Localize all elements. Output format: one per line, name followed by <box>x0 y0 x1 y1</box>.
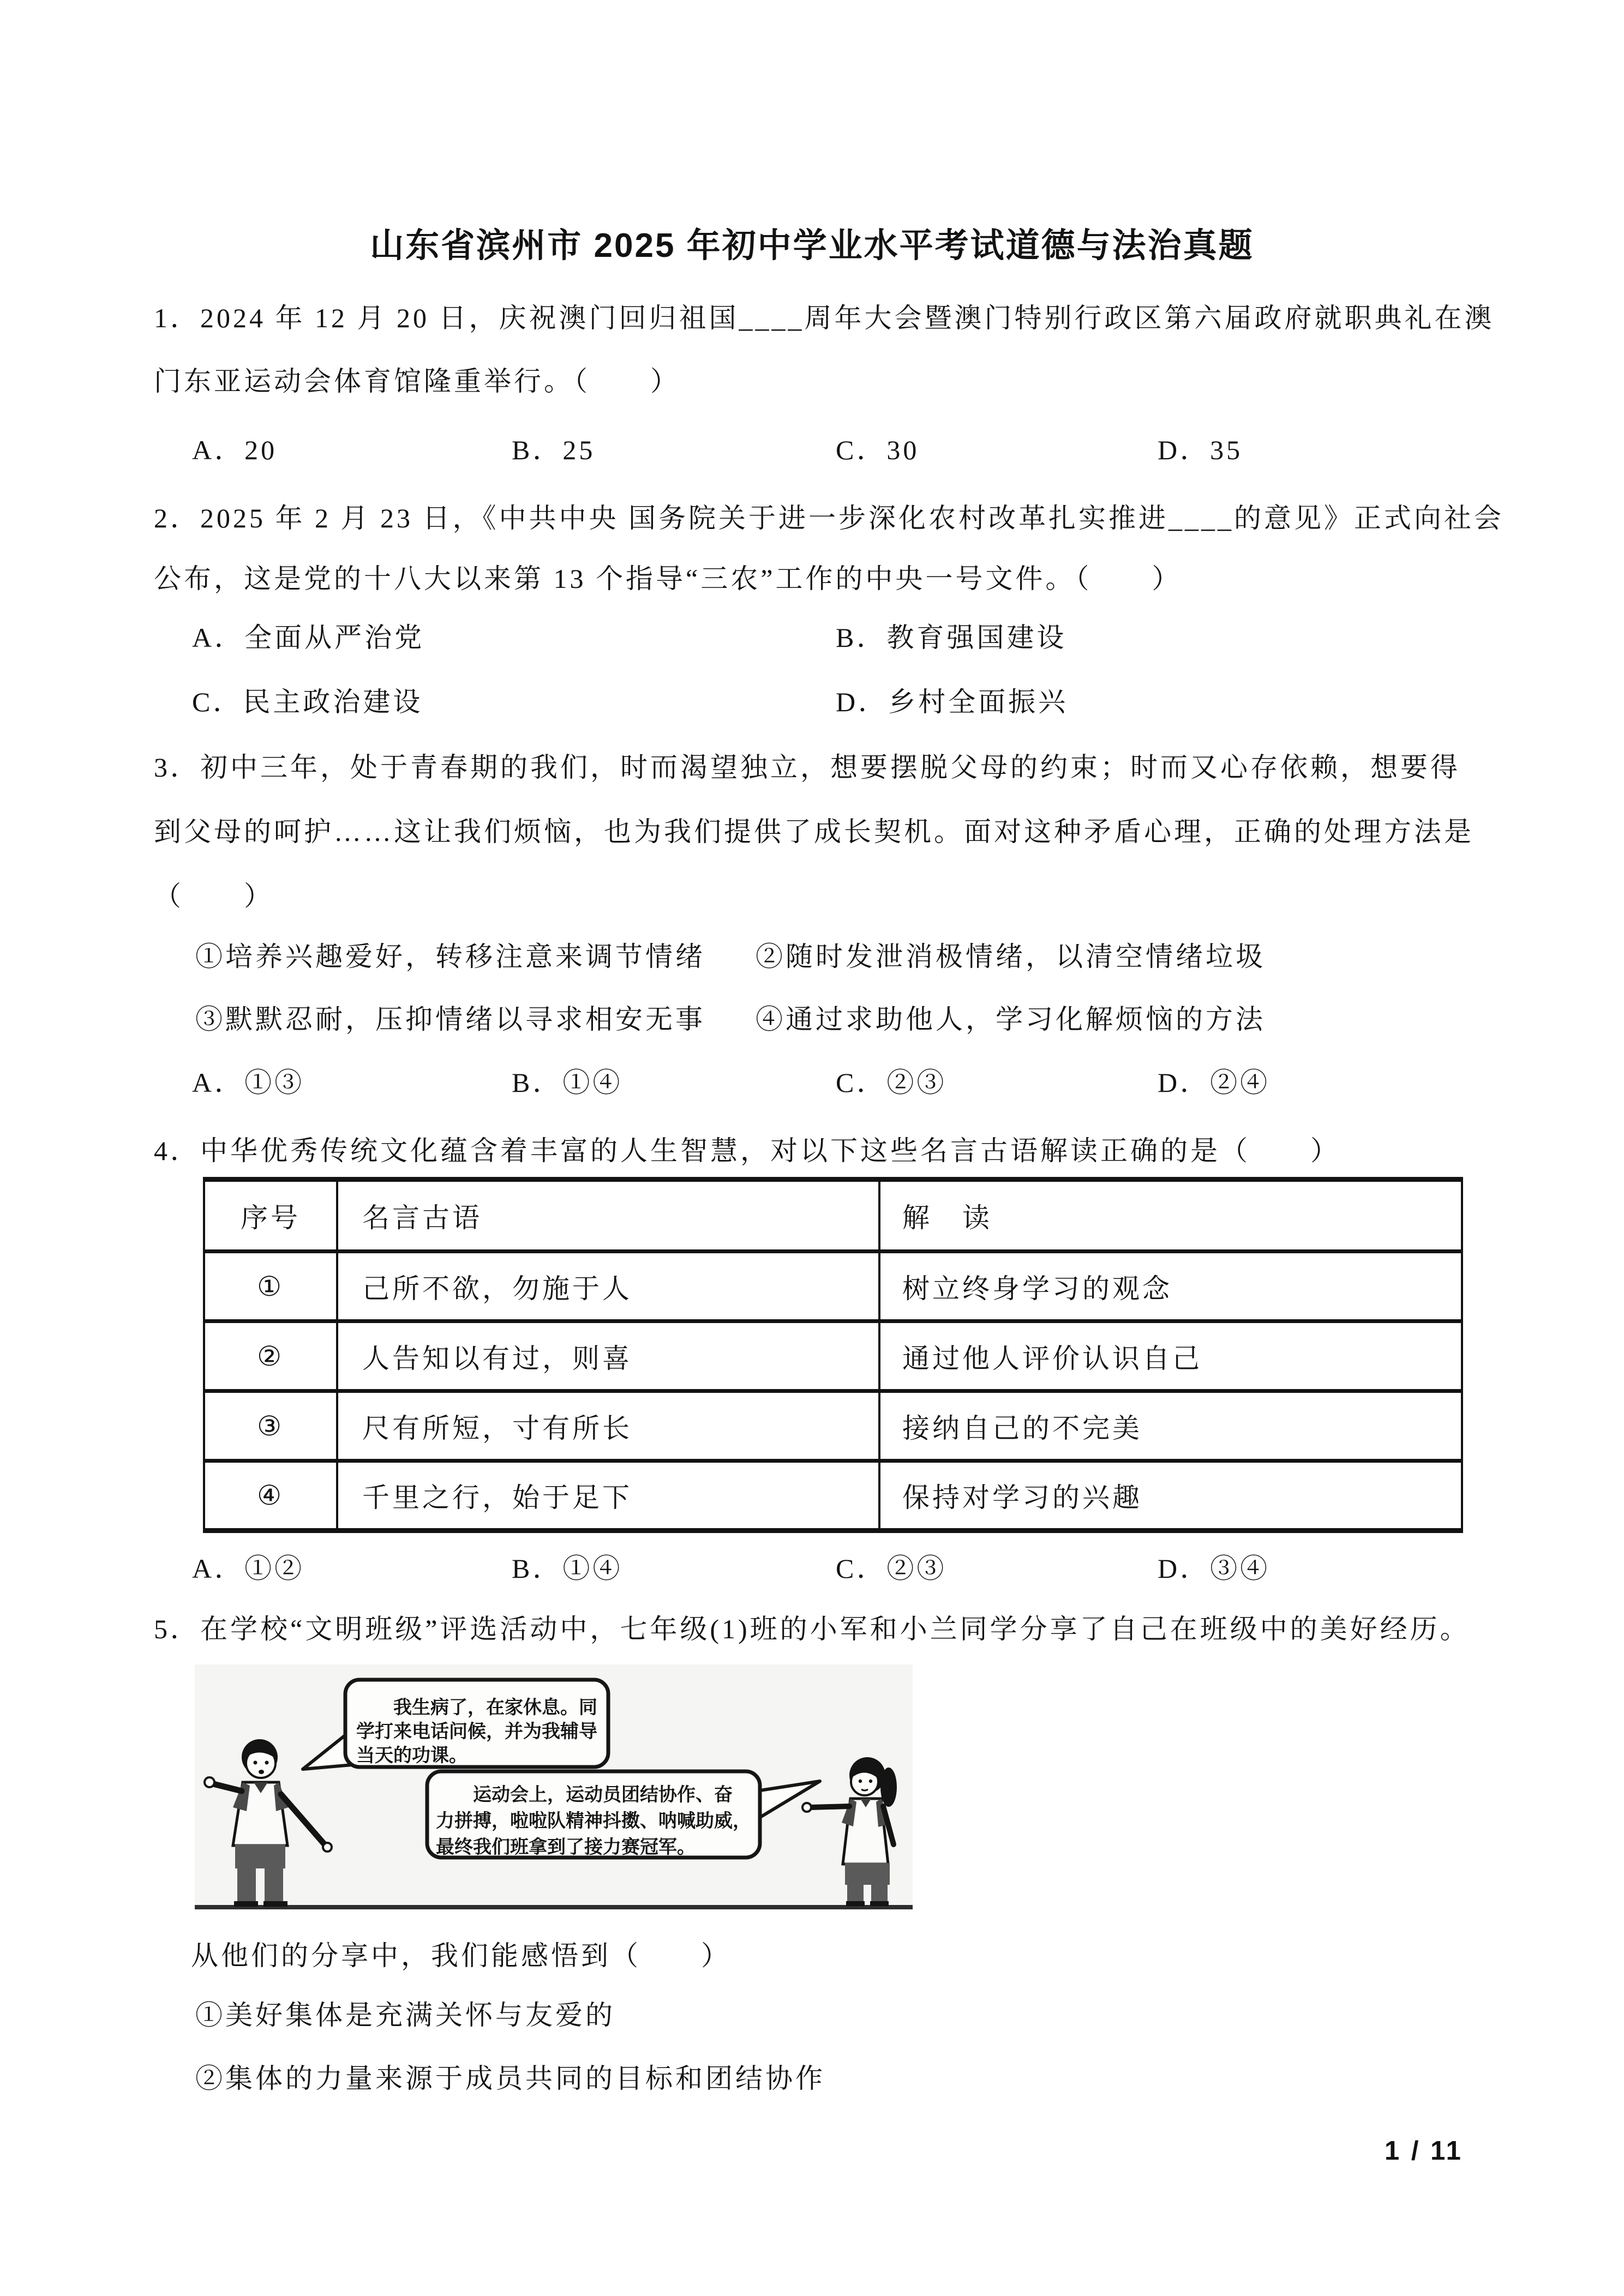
q3-item-3: ③默默忍耐，压抑情绪以寻求相安无事 <box>195 1004 705 1035</box>
bubble2-line-2: 力拼搏，啦啦队精神抖擞、呐喊助威， <box>436 1811 751 1831</box>
q1-line-1: 1．2024 年 12 月 20 日，庆祝澳门回归祖国____周年大会暨澳门特别行政区第六届政府就职典礼在澳 <box>154 303 1495 333</box>
q2-option-c: C．民主政治建设 <box>192 687 423 717</box>
q3-item-4: ④通过求助他人，学习化解烦恼的方法 <box>756 1004 1266 1035</box>
q5-question-line: 5．在学校“文明班级”评选活动中，七年级(1)班的小军和小兰同学分享了自己在班级中的美好经历。 <box>154 1614 1470 1644</box>
q3-option-a: A．①③ <box>192 1067 305 1098</box>
speech-bubble-2 <box>427 1771 820 1858</box>
table-cell-saying: 己所不欲，勿施于人 <box>337 1252 879 1321</box>
table-row <box>204 1252 1462 1321</box>
q2-option-b: B．教育强国建设 <box>836 622 1067 653</box>
q1-option-d: D．35 <box>1158 435 1243 465</box>
q3-option-c: C．②③ <box>836 1067 947 1098</box>
q3-line-3: （ ） <box>154 881 274 911</box>
q3-option-d: D．②④ <box>1158 1067 1271 1098</box>
table-cell-index: ③ <box>204 1391 337 1461</box>
q1-option-a: A．20 <box>192 435 278 465</box>
q4-question-line: 4．中华优秀传统文化蕴含着丰富的人生智慧，对以下这些名言古语解读正确的是（ ） <box>154 1135 1340 1166</box>
page-number: 1 / 11 <box>1385 2136 1463 2166</box>
table-cell-reading: 树立终身学习的观念 <box>879 1252 1462 1321</box>
bubble2-line-3: 最终我们班拿到了接力赛冠军。 <box>436 1837 696 1858</box>
q4-option-d: D．③④ <box>1158 1553 1271 1584</box>
q2-line-2: 公布，这是党的十八大以来第 13 个指导“三农”工作的中央一号文件。（ ） <box>154 563 1182 594</box>
q4-option-c: C．②③ <box>836 1553 947 1584</box>
q5-item-2: ②集体的力量来源于成员共同的目标和团结协作 <box>195 2063 825 2094</box>
q4-sayings-table <box>203 1177 1463 1533</box>
table-row <box>204 1461 1462 1531</box>
q1-option-b: B．25 <box>512 435 596 465</box>
q3-item-1: ①培养兴趣爱好，转移注意来调节情绪 <box>195 941 705 972</box>
q5-cartoon-illustration <box>195 1664 913 1910</box>
table-cell-saying: 人告知以有过，则喜 <box>337 1321 879 1391</box>
table-header-saying: 名言古语 <box>337 1180 879 1252</box>
q3-line-1: 3．初中三年，处于青春期的我们，时而渴望独立，想要摆脱父母的约束；时而又心存依赖，想要得 <box>154 752 1460 783</box>
table-cell-index: ② <box>204 1321 337 1391</box>
speech-bubble-1 <box>303 1680 608 1769</box>
table-cell-reading: 接纳自己的不完美 <box>879 1391 1462 1461</box>
table-cell-reading: 通过他人评价认识自己 <box>879 1321 1462 1391</box>
table-header-reading: 解 读 <box>879 1180 1462 1252</box>
q3-line-2: 到父母的呵护……这让我们烦恼，也为我们提供了成长契机。面对这种矛盾心理，正确的处理方法是 <box>154 816 1474 847</box>
table-header-row <box>204 1180 1462 1252</box>
table-row <box>204 1391 1462 1461</box>
bubble1-line-2: 学打来电话问候，并为我辅导 <box>356 1721 597 1742</box>
q1-line-2: 门东亚运动会体育馆隆重举行。（ ） <box>154 366 680 396</box>
q5-prompt: 从他们的分享中，我们能感悟到（ ） <box>191 1940 731 1971</box>
bubble1-line-3: 当天的功课。 <box>356 1745 468 1766</box>
bubble1-line-1: 我生病了，在家休息。同 <box>393 1697 597 1718</box>
bubble2-line-1: 运动会上，运动员团结协作、奋 <box>473 1784 733 1805</box>
table-header-index: 序号 <box>204 1180 337 1252</box>
q3-item-2: ②随时发泄消极情绪，以清空情绪垃圾 <box>756 941 1266 972</box>
table-cell-index: ① <box>204 1252 337 1321</box>
q4-option-b: B．①④ <box>512 1553 623 1584</box>
table-cell-saying: 千里之行，始于足下 <box>337 1461 879 1531</box>
cartoon-ground-line <box>195 1905 913 1909</box>
q5-item-1: ①美好集体是充满关怀与友爱的 <box>195 2000 615 2030</box>
q2-option-d: D．乡村全面振兴 <box>836 687 1069 717</box>
table-cell-saying: 尺有所短，寸有所长 <box>337 1391 879 1461</box>
table-cell-reading: 保持对学习的兴趣 <box>879 1461 1462 1531</box>
q2-option-a: A．全面从严治党 <box>192 622 425 653</box>
q4-option-a: A．①② <box>192 1553 305 1584</box>
q2-line-1: 2．2025 年 2 月 23 日，《中共中央 国务院关于进一步深化农村改革扎实推进____的意见》正式向社会 <box>154 503 1504 533</box>
q1-option-c: C．30 <box>836 435 920 465</box>
table-cell-index: ④ <box>204 1461 337 1531</box>
q3-option-b: B．①④ <box>512 1067 623 1098</box>
page-title: 山东省滨州市 2025 年初中学业水平考试道德与法治真题 <box>370 227 1254 265</box>
table-row <box>204 1321 1462 1391</box>
